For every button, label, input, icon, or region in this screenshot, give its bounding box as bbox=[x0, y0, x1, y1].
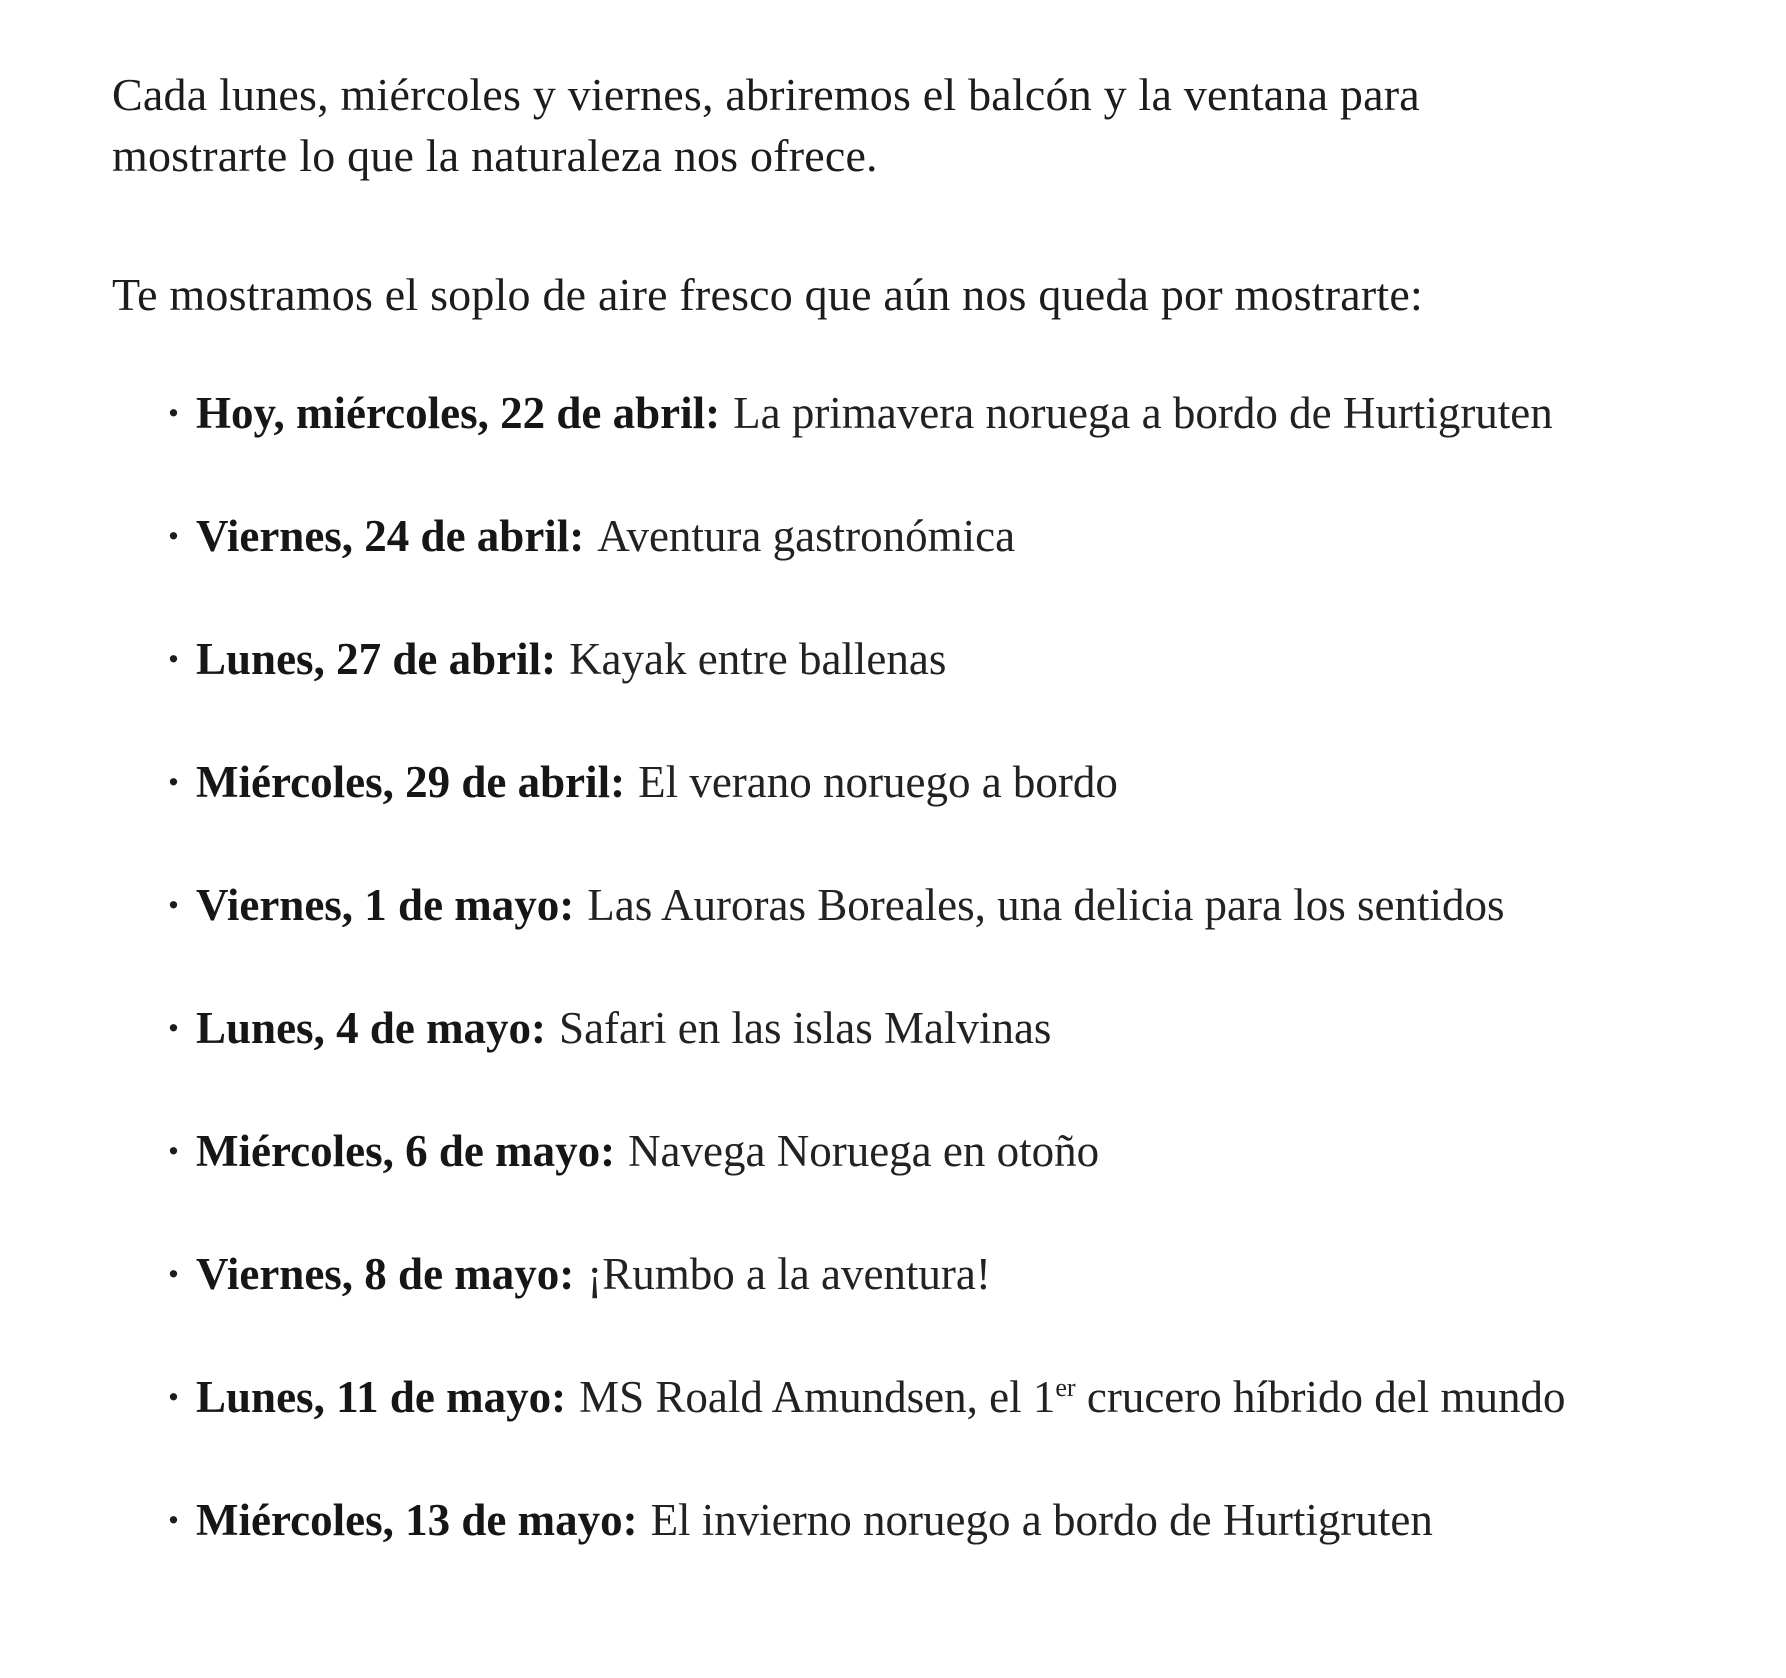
lead-paragraph: Te mostramos el soplo de aire fresco que aún nos queda por mostrarte: bbox=[112, 269, 1423, 320]
bullet-marker: · bbox=[166, 1126, 182, 1176]
item-description bbox=[587, 1249, 991, 1299]
bullet-marker: · bbox=[166, 511, 182, 561]
item-description bbox=[587, 880, 1504, 930]
item-date-label: Miércoles, 13 de mayo: bbox=[196, 1495, 638, 1545]
item-description-text: La primavera noruega a bordo de Hurtigruten bbox=[733, 388, 1553, 438]
item-description bbox=[569, 634, 946, 684]
schedule-item bbox=[166, 1490, 1656, 1550]
bullet-marker: · bbox=[166, 1003, 182, 1053]
item-date-label: Miércoles, 6 de mayo: bbox=[196, 1126, 616, 1176]
item-date-label: Lunes, 4 de mayo: bbox=[196, 1003, 547, 1053]
item-description-text: Aventura gastronómica bbox=[597, 511, 1016, 561]
item-description-text: El invierno noruego a bordo de Hurtigruten bbox=[650, 1495, 1433, 1545]
bullet-marker: · bbox=[166, 388, 182, 438]
item-date-label: Viernes, 24 de abril: bbox=[196, 511, 585, 561]
bullet-marker: · bbox=[166, 1495, 182, 1545]
item-description bbox=[733, 388, 1553, 438]
bullet-marker: · bbox=[166, 880, 182, 930]
item-date-label: Lunes, 27 de abril: bbox=[196, 634, 557, 684]
ordinal-superscript: er bbox=[1055, 1373, 1076, 1402]
schedule-item bbox=[166, 998, 1656, 1058]
item-description bbox=[579, 1372, 1565, 1422]
item-date-label: Viernes, 8 de mayo: bbox=[196, 1249, 575, 1299]
item-description bbox=[651, 1495, 1433, 1545]
intro-paragraph-line-2: mostrarte lo que la naturaleza nos ofrece. bbox=[112, 130, 878, 181]
schedule-item bbox=[166, 752, 1656, 812]
bullet-marker: · bbox=[166, 1372, 182, 1422]
item-description-text: ¡Rumbo a la aventura! bbox=[587, 1249, 991, 1299]
schedule-item bbox=[166, 1244, 1656, 1304]
item-description bbox=[597, 511, 1015, 561]
item-description-text: Safari en las islas Malvinas bbox=[559, 1003, 1052, 1053]
bullet-marker: · bbox=[166, 757, 182, 807]
intro-paragraph-line-1: Cada lunes, miércoles y viernes, abriremos el balcón y la ventana para bbox=[112, 69, 1420, 120]
item-description-text: crucero híbrido del mundo bbox=[1075, 1372, 1566, 1422]
item-date-label: Viernes, 1 de mayo: bbox=[196, 880, 575, 930]
schedule-item bbox=[166, 1367, 1656, 1427]
schedule-item bbox=[166, 629, 1656, 689]
schedule-item bbox=[166, 383, 1656, 443]
schedule-item bbox=[166, 506, 1656, 566]
bullet-marker: · bbox=[166, 1249, 182, 1299]
item-date-label: Lunes, 11 de mayo: bbox=[196, 1372, 567, 1422]
schedule-list bbox=[112, 383, 1656, 1550]
item-description-text: Kayak entre ballenas bbox=[569, 634, 947, 684]
item-description-text: Las Auroras Boreales, una delicia para los sentidos bbox=[587, 880, 1505, 930]
bullet-marker: · bbox=[166, 634, 182, 684]
item-description-text: El verano noruego a bordo bbox=[638, 757, 1118, 807]
intro-paragraph bbox=[112, 64, 1656, 186]
item-date-label: Hoy, miércoles, 22 de abril: bbox=[196, 388, 721, 438]
schedule-item bbox=[166, 875, 1656, 935]
item-description bbox=[559, 1003, 1051, 1053]
item-description-text: Navega Noruega en otoño bbox=[628, 1126, 1100, 1176]
item-description bbox=[628, 1126, 1099, 1176]
item-description bbox=[638, 757, 1118, 807]
schedule-item bbox=[166, 1121, 1656, 1181]
item-description-text: MS Roald Amundsen, el 1 bbox=[579, 1372, 1056, 1422]
item-date-label: Miércoles, 29 de abril: bbox=[196, 757, 626, 807]
